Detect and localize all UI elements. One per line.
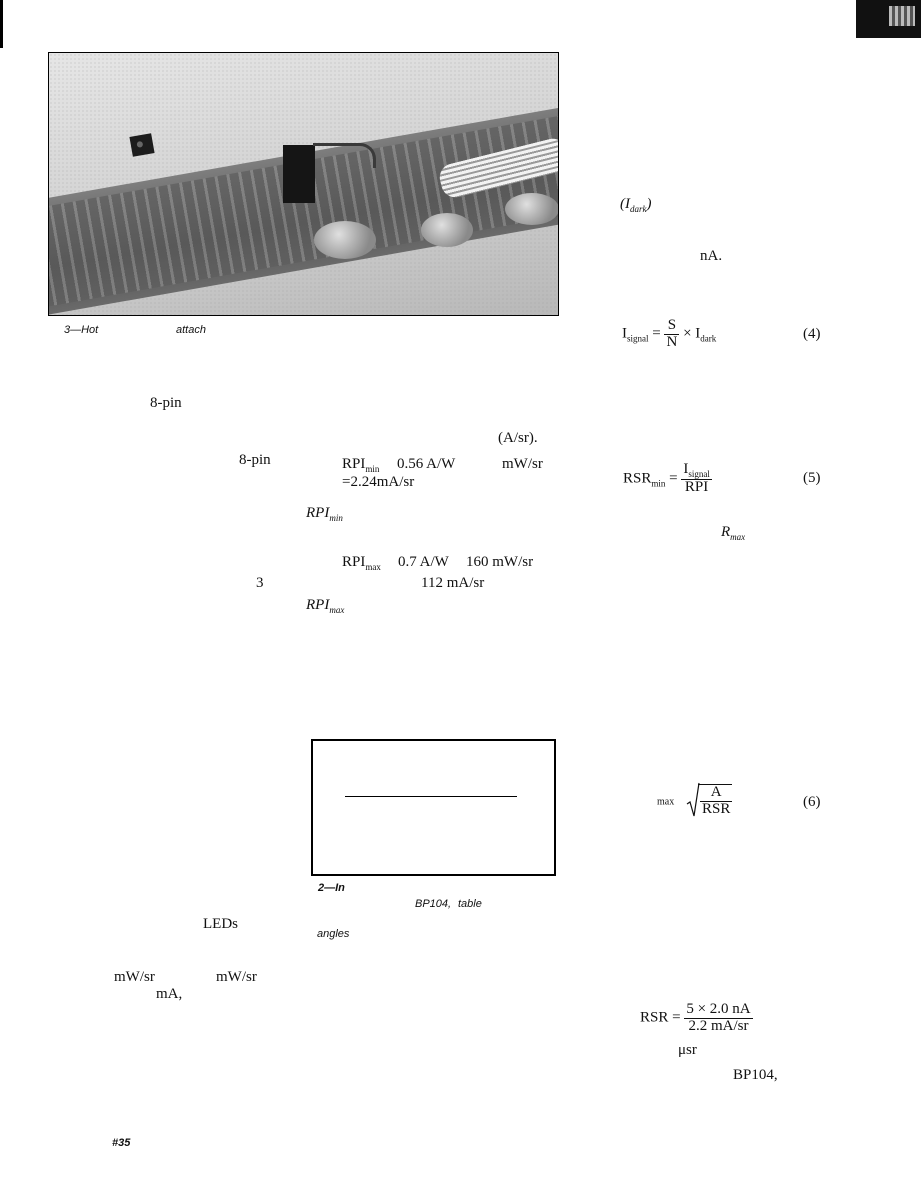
text-mwsr: mW/sr bbox=[216, 969, 257, 985]
text-ma: mA, bbox=[156, 986, 183, 1002]
hot-glue-blob bbox=[505, 193, 559, 225]
text-8pin: 8-pin bbox=[150, 395, 182, 411]
table-caption-angles: angles bbox=[317, 928, 350, 940]
text-microsr: μsr bbox=[678, 1042, 697, 1058]
rpi-max-responsivity: 0.7 A/W bbox=[398, 554, 449, 570]
rpi-min-result: =2.24mA/sr bbox=[342, 474, 415, 490]
rpi-max-symbol: $RPI_{max}$ bbox=[306, 597, 345, 615]
table-rule bbox=[345, 796, 517, 797]
equation-6-number: (6) bbox=[803, 794, 821, 810]
rpi-min-symbol: $RPI_{min}$ bbox=[306, 505, 343, 523]
equation-5: $RSR_{min}$ = $\frac{I_{signal}}{\text{RPI}}$ bbox=[623, 461, 710, 496]
table-caption-table: table bbox=[458, 898, 482, 910]
idark-symbol: $(I_{dark})$ bbox=[620, 196, 652, 214]
table-box bbox=[311, 739, 556, 876]
equation-4-number: (4) bbox=[803, 326, 821, 342]
rmax-symbol: $R_{max}$ bbox=[721, 524, 746, 542]
text-mwsr: mW/sr bbox=[114, 969, 155, 985]
table-caption-label: 2—In bbox=[318, 882, 345, 894]
rpi-min-label: $RPI_{min}$ bbox=[342, 456, 380, 474]
margin-bar bbox=[0, 0, 3, 48]
issue-number: #35 bbox=[112, 1137, 131, 1149]
equation-5-number: (5) bbox=[803, 470, 821, 486]
text-number-3: 3 bbox=[256, 575, 264, 591]
hot-glue-blob bbox=[314, 221, 376, 259]
wire-image bbox=[313, 143, 376, 168]
text-na: nA. bbox=[700, 248, 723, 264]
text-leds: LEDs bbox=[203, 916, 238, 932]
rpi-max-result: 112 mA/sr bbox=[421, 575, 485, 591]
rpi-min-unit: mW/sr bbox=[502, 456, 543, 472]
equation-6: max $\frac{A}{\text{RSR}}$ bbox=[657, 784, 731, 817]
rpi-max-label: $RPI_{max}$ bbox=[342, 554, 381, 572]
text-bp104: BP104, bbox=[733, 1067, 778, 1083]
rpi-max-unit: 160 mW/sr bbox=[466, 554, 534, 570]
equation-4: $I_{signal}$ = $\frac{S}{N}$ × $I_{dark}$ bbox=[622, 317, 717, 350]
sensor-component-image bbox=[283, 145, 315, 203]
table-caption-bp104: BP104, bbox=[415, 898, 452, 910]
text-8pin: 8-pin bbox=[239, 452, 271, 468]
rpi-min-responsivity: 0.56 A/W bbox=[397, 456, 456, 472]
rsr-equation: RSR = $\frac{5 \times 2.0 nA}{2.2 mA/sr}$ bbox=[640, 1001, 751, 1034]
photo-figure bbox=[48, 52, 559, 316]
photo-caption-prefix: 3—Hot bbox=[64, 324, 99, 336]
small-chip-image bbox=[129, 133, 154, 157]
photo-caption-word: attach bbox=[176, 324, 206, 336]
page-corner-tab bbox=[856, 0, 921, 38]
hot-glue-blob bbox=[421, 213, 473, 247]
unit-amps-per-sr: (A/sr). bbox=[498, 430, 538, 446]
